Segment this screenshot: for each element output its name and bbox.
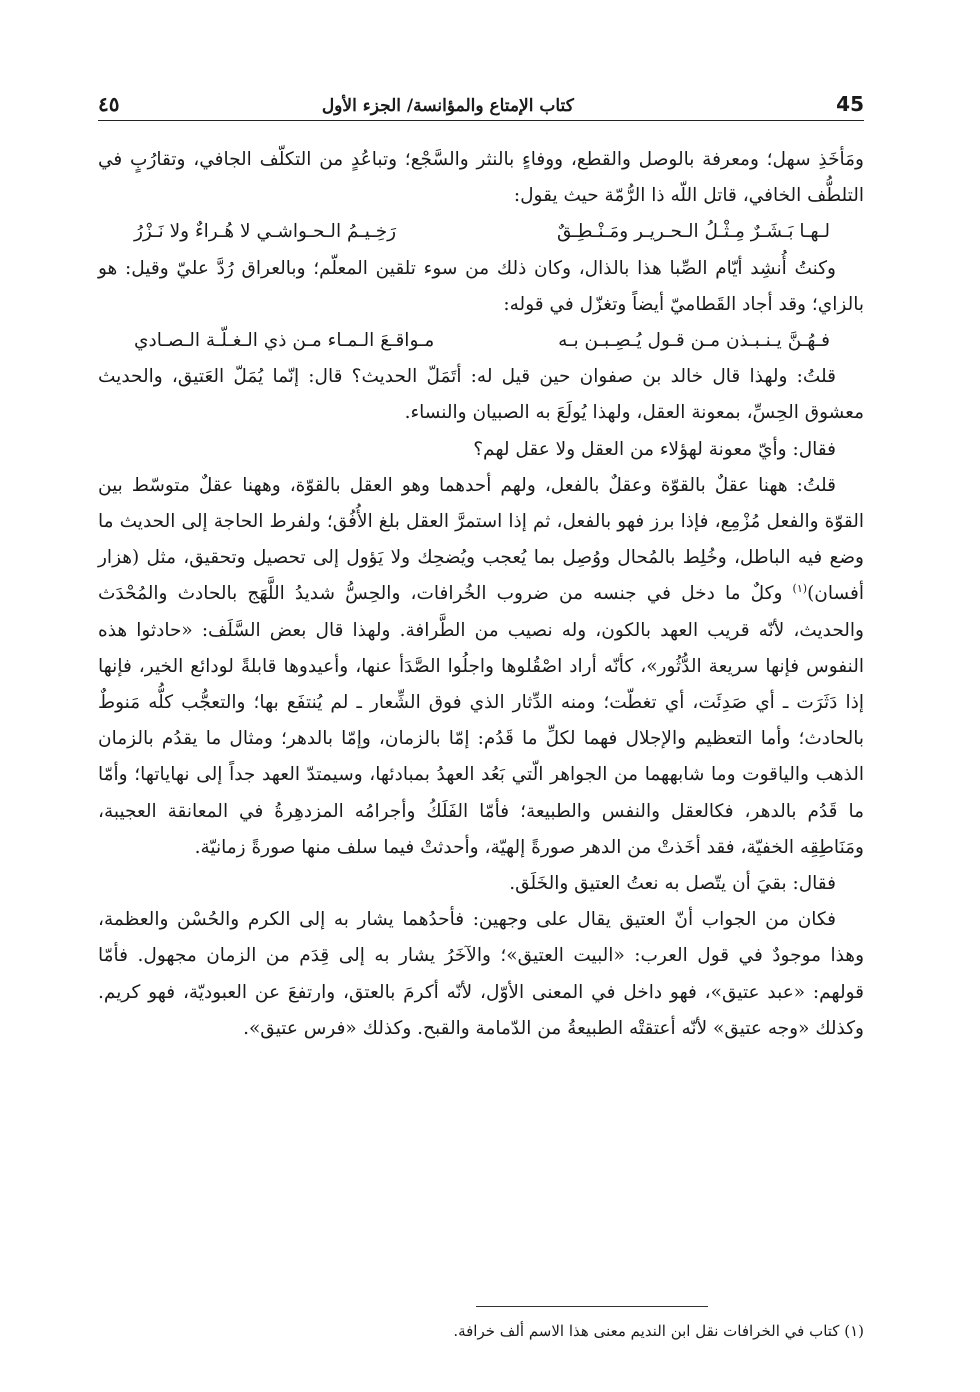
paragraph	[98, 468, 864, 866]
verse-line	[98, 214, 864, 250]
paragraph-text: قلتُ: ههنا عقلٌ بالقوّة وعقلٌ بالفعل، ولهم أحدهما وهو العقل بالقوّة، وههنا عقلٌ متوسّط بين القوّة والفعل مُزْمِع، فإذا برز فهو بالفعل، ثم إذا استمرَّ العقل بلغ الأُفُق؛ ولفرط الحاجة إلى الحديث ما وضع فيه الباطل، وخُلِط بالمُحال ووُصِل بما يُعجب ويُضحِك ولا يَؤول إلى تحصيل وتحقيق، مثل (هزار أفسان)	[98, 474, 864, 605]
page-number-latin: 45	[836, 92, 864, 116]
paragraph: فقال: وأيّ معونة لهؤلاء من العقل ولا عقل لهم؟	[473, 438, 836, 460]
page-number-arabic: ٤٥	[98, 92, 120, 116]
paragraph: قلتُ: ولهذا قال خالد بن صفوان حين قيل له: أتَمَلّ الحديث؟ قال: إنّما يُمَلّ العَتيق، والحديث معشوق الحِسِّ، بمعونة العقل، ولهذا يُولَعَ به الصبيان والنساء.	[98, 366, 864, 424]
verse-line	[98, 323, 864, 359]
paragraph: فقال: بقيَ أن يتّصل به نعتُ العتيق والخَلَق.	[509, 873, 836, 895]
footnote	[304, 1318, 864, 1344]
footnote-reference[interactable]: (١)	[792, 582, 808, 596]
verse-hemistich-second: مـواقـعَ الـمـاء مـن ذي الـغـلّـة الـصـادي	[134, 330, 435, 352]
paragraph: وكنتُ أُنشِد أيّام الصِّبا هذا بالذال، وكان ذلك من سوء تلقين المعلّم؛ وبالعراق رُدَّ عليّ وقيل: هو بالزاي؛ وقد أجاد القَطاميّ أيضاً وتغزّل في قوله:	[98, 257, 864, 315]
verse-hemistich-second: رَخِـيـمُ الـحـواشـي لا هُـراءٌ ولا نَـزْرُ	[134, 221, 397, 243]
running-title: كتاب الإمتاع والمؤانسة/ الجزء الأول	[321, 96, 574, 116]
footnote-divider	[476, 1306, 708, 1307]
verse-hemistich-first: فـهُـنَّ يـنـبـذن مـن قـول يُـصِـبـن بـه	[558, 330, 830, 352]
footnote-marker: (١)	[844, 1322, 864, 1340]
paragraph-text: وكلٌ ما دخل في جنسه من ضروب الخُرافات، والحِسُّ شديدُ اللَّهَج بالحادث والمُحْدَث والحديث، لأنّه قريب العهد بالكون، وله نصيب من الطَّرافة. ولهذا قال بعض السَّلَف: «حادثوا هذه النفوس فإنها سريعة الدُّثُور»، كأنّه أراد اصْقُلوها واجلُوا الصَّدَأ عنها، وأعيدوها قابلةً لودائع الخير، فإنها إذا دَثَرَت ـ أي صَدِئَت، أي تغطّت؛ ومنه الدِّثار الذي فوق الشِّعار ـ لم يُنتفَع بها؛ والتعجُّب كلُّه مَنوطٌ بالحادث؛ وأما التعظيم والإجلال فهما لكلِّ ما قَدُم: إمّا بالزمان، وإمّا بالدهر؛ ومثال ما يقدُم بالزمان الذهب والياقوت وما شابههما من الجواهر الّتي بَعُد العهدُ بمبادئها، وسيمتدّ العهد جداً إلى نهاياتها؛ وأمّا ما قَدُم بالدهر، فكالعقل والنفس والطبيعة؛ فأمّا الفَلَكُ وأجرامُه المزدهِرةُ في المعانقة العجيبة، ومَنَاطِقِه الخفيّة، فقد أخَذتْ من الدهر صورةً إلهيّة، وأحدثتْ فيما سلف منها صورةً زمانيّة.	[98, 583, 864, 858]
main-text	[98, 142, 864, 1047]
paragraph: ومَأخَذِ سهل؛ ومعرفة بالوصل والقطع، ووفاءٍ بالنثر والسَّجْع؛ وتباعُدٍ من التكلّف الجافي، وتقارُبٍ في التلطُّف الخافي، قاتل اللّه ذا الرُّمّة حيث يقول:	[98, 149, 864, 207]
paragraph: فكان من الجواب أنّ العتيق يقال على وجهين: فأحدُهما يشار به إلى الكرم والحُسْن والعظمة، وهذا موجودٌ في قول العرب: «البيت العتيق»؛ والآخَرُ يشار به إلى قِدَم من الزمان مجهول. فأمّا قولهم: «عبد عتيق»، فهو داخل في المعنى الأوّل، لأنّه أكرمَ بالعتق، وارتفعَ عن العبوديّة، فهو كريم. وكذلك «وجه عتيق» لأنّه أعتقتْه الطبيعةُ من الدّمامة والقبح. وكذلك «فرس عتيق».	[98, 909, 864, 1039]
footnote-text: كتاب في الخرافات نقل ابن النديم معنى هذا الاسم ألف خرافة.	[453, 1322, 840, 1340]
verse-hemistich-first: لـهـا بَـشَـرٌ مِـثْـلُ الـحـريـر ومَـنْـطِـقٌ	[556, 221, 830, 243]
page-header	[98, 82, 864, 121]
